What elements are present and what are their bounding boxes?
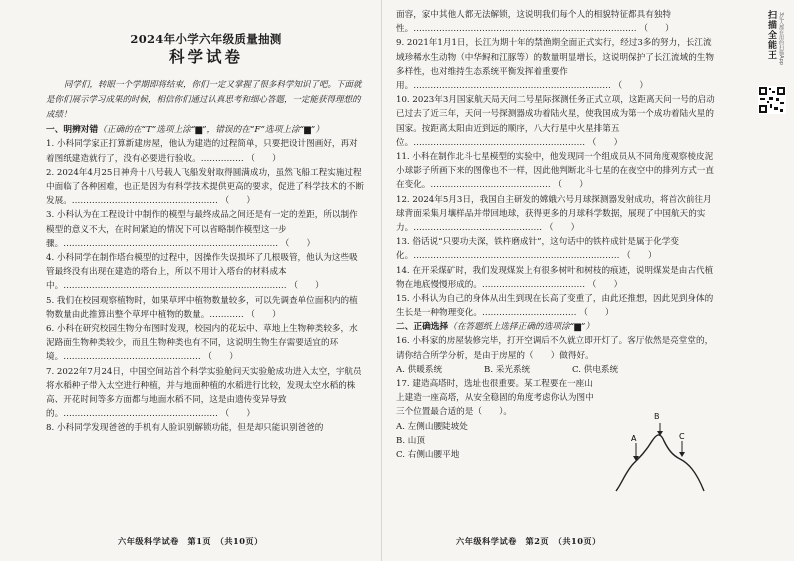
question-text: 3. 小科认为在工程设计中制作的模型与最终成品之间还是有一定的差距，所以制作模型的意义不大，在时间紧迫的情况下可以省略制作模型这一步骤。………………………………………………………………… （ ）	[46, 210, 358, 249]
scanner-badge	[756, 8, 788, 118]
option-c: C. 右侧山腰平地	[396, 450, 460, 461]
question-15	[396, 292, 718, 320]
question-text: 17. 建造高塔时，选址也很重要。某工程要在一座山上建造一座高塔，从安全稳固的角度考虑你认为图中三个位置最合适的是（ ）。	[396, 379, 594, 418]
option-b: B. 采光系统	[484, 364, 531, 375]
question-2	[46, 166, 366, 209]
section2-title: 二、正确选择	[396, 322, 449, 333]
intro-text: 同学们，转眼一个学期即将结束，你们一定又掌握了很多科学知识了吧。下面就是你们展示学习成果的时候，相信你们通过认真思考和细心答题，一定能获得理想的成绩！	[46, 80, 362, 121]
question-8-continued	[396, 8, 718, 36]
section1-note: （正确的在“T”选项上涂“▆”，错误的在“F”选项上涂“▆”）	[98, 125, 324, 136]
left-page	[46, 8, 366, 436]
question-text: 14. 在开采煤矿时，我们发现煤炭上有很多树叶和树枝的痕迹，说明煤炭是由古代植物在地底慢慢形成的。……………………………… （ ）	[396, 265, 714, 290]
section1-heading	[46, 123, 366, 137]
mountain-outline	[616, 435, 704, 491]
question-16	[396, 334, 718, 377]
question-5	[46, 294, 366, 322]
question-7	[46, 365, 366, 422]
question-8	[46, 421, 366, 435]
arrow-c-head	[679, 452, 685, 457]
page-divider	[381, 0, 382, 561]
question-text: 4. 小科同学在制作塔台模型的过程中，因操作失误损坏了几根吸管，他认为这些吸管最终没有出现在建造的塔台上，所以不用计入塔台的材料成本中。…………………………………………………………………… （ ）	[46, 253, 358, 292]
label-c: C	[679, 432, 685, 441]
right-footer: 六年级科学试卷 第2页 （共10页）	[456, 536, 601, 546]
question-text: 1. 小科同学家正打算新建房屋，他认为建造的过程简单，只要把设计图画好，再对着图纸建造就行了，没有必要进行验收。…………… （ ）	[46, 139, 358, 164]
question-12	[396, 193, 718, 236]
mountain-figure	[612, 421, 708, 493]
q16-options	[396, 363, 718, 377]
question-10	[396, 93, 718, 150]
question-9	[396, 36, 718, 93]
scanner-name: 扫描全能王	[766, 10, 776, 60]
question-text: 8. 小科同学发现爸爸的手机有人脸识别解锁功能，但是却只能识别爸爸的	[46, 423, 324, 434]
question-13	[396, 235, 718, 263]
question-text: 16. 小科家的房屋装修完毕，打开空调后不久就立即开灯了。客厅依然是亮堂堂的，请你结合所学分析，是由于房屋的（ ）做得好。	[396, 336, 714, 361]
option-b: B. 山顶	[396, 435, 425, 446]
label-b-text: B	[654, 412, 660, 421]
question-3	[46, 208, 366, 251]
option-c: C. 供电系统	[572, 364, 619, 375]
section1-title: 一、明辨对错	[46, 125, 99, 136]
qr-code-icon	[758, 86, 786, 114]
scanner-sub: 3亿人都在用的扫描App	[778, 12, 784, 65]
question-1	[46, 137, 366, 165]
section2-note: （在答题纸上选择正确的选项涂“▆”）	[448, 322, 595, 333]
section2-heading	[396, 320, 718, 334]
question-14	[396, 264, 718, 292]
label-a: A	[631, 434, 637, 443]
question-text: 6. 小科在研究校园生物分布图时发现，校园内的花坛中、草地上生物种类较多，水泥路面生物种类较少，而且生物种类也有不同，这说明生物生存需要适宜的环境。………………………………………… （ ）	[46, 324, 358, 363]
question-text: 面容，家中其他人都无法解锁，这说明我们每个人的相貌特征都具有独特性。…………………………………………………………………… （ ）	[396, 10, 674, 35]
question-17	[396, 377, 596, 462]
option-a: A. 供暖系统	[396, 364, 443, 375]
scanner-label	[765, 10, 778, 60]
question-text: 13. 俗话说“只要功夫深，铁杵磨成针”，这句话中的铁杵成针是属于化学变化。……………………………………………………………… （ ）	[396, 237, 679, 262]
question-11	[396, 150, 718, 193]
question-6	[46, 322, 366, 365]
question-text: 15. 小科认为自己的身体从出生到现在长高了变重了，由此还推想，因此见到身体的生长是一种物理变化。…………………………… （ ）	[396, 294, 714, 319]
exam-subtitle: 科学试卷	[168, 47, 243, 67]
question-text: 12. 2024年5月3日，我国自主研发的嫦娥六号月球探测器发射成功，将首次前往月球背面采集月壤样品并带回地球，获得更多的月球科学数据，展现了中国航天的实力。……………………………………… （ ）	[396, 194, 712, 234]
question-text: 2. 2024年4月25日神舟十八号载人飞船发射取得圆满成功，虽然飞船工程实施过程中面临了各种困难，也正是因为有科学技术提供更高的要求，促进了科学技术的不断发展。…………………………………………… （ ）	[46, 167, 364, 207]
left-footer: 六年级科学试卷 第1页 （共10页）	[118, 536, 263, 546]
q17-options	[396, 420, 596, 463]
question-text: 10. 2023年3月国家航天局天问二号星际探测任务正式立项，这距离天问一号的启动已过去了近三年，天问一号探测器成功着陆火星，使我国成为第一个成功着陆火星的国家。按距离太阳由近到远的顺序，八大行星中火星排第五位。…………………………………………………… （ ）	[396, 95, 715, 148]
question-text: 9. 2021年1月1日，长江为期十年的禁渔期全面正式实行，经过3多的努力，长江流域珍稀水生动物（中华鲟和江豚等）的数量明显增长，这说明保护了长江流域的生物多样性，也对维持生态系统平衡发挥着重要作用。…………………………………………………………… （ ）	[396, 38, 714, 92]
right-page	[396, 8, 718, 462]
question-4	[46, 251, 366, 294]
option-a: A. 左侧山腰陡坡处	[396, 421, 468, 432]
question-text: 5. 我们在校园观察植物时，如果草坪中植物数量较多，可以先调查单位面积内的植物数量由此推算出整个草坪中植物的数量。………… （ ）	[46, 295, 358, 320]
exam-title: 2024年小学六年级质量抽测	[130, 32, 282, 46]
question-text: 11. 小科在制作北斗七星模型的实验中，他发现同一个组成员从不同角度观察棱皮泥小球影子所画下来的图像也不一样，因此他判断北斗七星的在夜空中的排列方式一直在变化。…………………………………… （ ）	[396, 152, 714, 191]
question-text: 7. 2022年7月24日，中国空间站首个科学实验舱问天实验舱成功进入太空，宇航员将水稻种子带入太空进行种植，并与地面种植的水稻进行比较，发现太空水稻的株高、开花时间等多方面都与地面水稻不同，这是由遗传变异导致的。……………………………………………… （ ）	[46, 366, 362, 420]
